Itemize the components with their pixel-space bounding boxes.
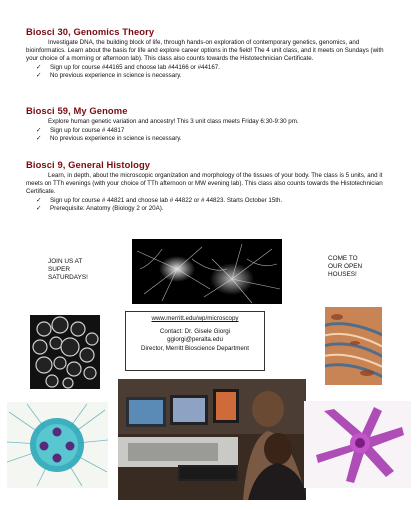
- course-title: Biosci 9, General Histology: [26, 159, 151, 170]
- promo-line: JOIN US AT: [48, 258, 83, 265]
- check-icon: ✓: [36, 135, 42, 143]
- lab-photo: [118, 379, 306, 500]
- promo-line: HOUSES!: [328, 271, 357, 278]
- bullet-text: Sign up for course # 44817: [50, 127, 125, 134]
- contact-title: Director, Merritt Bioscience Department: [141, 344, 249, 352]
- bullet-item: [26, 197, 396, 205]
- magenta-cell-micrograph: [304, 401, 411, 488]
- contact-email: ggiorgi@peralta.edu: [167, 336, 223, 344]
- course-bullets: [26, 197, 396, 213]
- course-bullets: [26, 127, 396, 143]
- promo-super-saturdays: [48, 258, 88, 282]
- bullet-text: No previous experience in science is necessary.: [50, 72, 182, 80]
- cell-micrograph-cyan: [7, 402, 108, 488]
- wood-tissue-micrograph: [325, 307, 382, 385]
- bullet-item: [26, 135, 396, 143]
- contact-box: [125, 311, 265, 371]
- bullet-item: [26, 64, 396, 72]
- course-title: Biosci 59, My Genome: [26, 105, 128, 116]
- contact-name: Contact: Dr. Gisele Giorgi: [159, 327, 231, 335]
- course-bullets: [26, 64, 396, 80]
- promo-line: COME TO: [328, 255, 358, 262]
- neuron-micrograph: [132, 239, 282, 304]
- course-description: Learn, in depth, about the microscopic organization and morphology of the tissues of your body. The class is 5 units, and it meets on TTh evenings (with your choice of TTh afternoon or MW evening lab). This class also counts towards the Histotechnician Certificate.: [26, 172, 383, 195]
- check-icon: ✓: [36, 72, 42, 80]
- promo-line: SUPER: [48, 266, 71, 273]
- bullet-text: Sign up for course #44165 and choose lab #44166 or #44167.: [50, 64, 220, 71]
- check-icon: ✓: [36, 205, 42, 213]
- bullet-item: [26, 72, 396, 80]
- microscopy-link[interactable]: www.merritt.edu/wp/microscopy: [151, 315, 239, 322]
- promo-line: OUR OPEN: [328, 263, 363, 270]
- course-description: Investigate DNA, the building block of life, through hands-on exploration of contemporary genetics, genomics, and bioinformatics. Learn about the basis for life and explore career options in the field! The 4 unit class, and it meets on Sundays (with your choice of a morning or afternoon lab). This class also counts towards the Histotechnician Certificate.: [26, 39, 384, 62]
- check-icon: ✓: [36, 127, 42, 134]
- course-biosci-30: [26, 26, 396, 80]
- course-title: Biosci 30, Genomics Theory: [26, 26, 155, 37]
- course-biosci-9: [26, 159, 396, 213]
- bullet-text: Prerequisite: Anatomy (Biology 2 or 20A).: [50, 205, 164, 213]
- course-biosci-59: [26, 105, 396, 143]
- promo-line: SATURDAYS!: [48, 274, 88, 281]
- bullet-item: [26, 127, 396, 135]
- course-description: Explore human genetic variation and ancestry! This 3 unit class meets Friday 6:30-9:30 pm.: [48, 118, 299, 125]
- promo-open-houses: [328, 255, 362, 279]
- bullet-item: [26, 205, 396, 213]
- plant-cell-micrograph: [30, 315, 100, 389]
- check-icon: ✓: [36, 197, 42, 204]
- bullet-text: No previous experience in science is necessary.: [50, 135, 182, 143]
- check-icon: ✓: [36, 64, 42, 71]
- bullet-text: Sign up for course # 44821 and choose lab # 44822 or # 44823. Starts October 15th.: [50, 197, 283, 204]
